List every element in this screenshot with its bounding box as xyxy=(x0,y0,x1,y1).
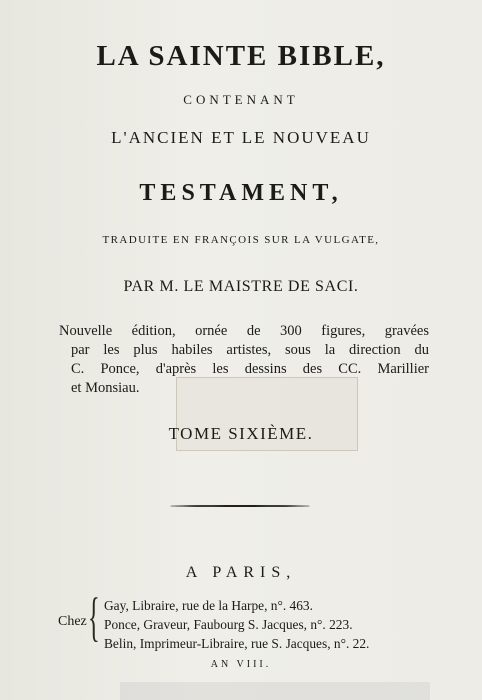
author-line: PAR M. LE MAISTRE DE SACI. xyxy=(123,278,359,295)
publisher-line-gay: Gay, Libraire, rue de la Harpe, n°. 463. xyxy=(104,598,313,613)
decorative-rule xyxy=(170,505,310,507)
publisher-line-belin: Belin, Imprimeur-Libraire, rue S. Jacques, n°. 22. xyxy=(104,636,370,651)
brace-icon: { xyxy=(88,587,100,647)
date-line: AN VIII. xyxy=(210,659,272,670)
place-line: A PARIS, xyxy=(185,564,297,581)
publisher-list xyxy=(104,596,369,653)
description-line-4: et Monsiau. xyxy=(71,380,140,396)
volume-line: TOME SIXIÈME. xyxy=(168,424,314,443)
description-line-2: par les plus habiles artistes, sous la direction du xyxy=(71,342,429,358)
translation-line: TRADUITE EN FRANÇOIS SUR LA VULGATE, xyxy=(102,234,380,246)
edition-description xyxy=(59,322,429,398)
description-line-3: C. Ponce, d'après les dessins des CC. Marillier xyxy=(71,361,429,377)
publisher-line-ponce: Ponce, Graveur, Faubourg S. Jacques, n°. 223. xyxy=(104,617,353,632)
faded-bottom-stamp xyxy=(120,682,430,700)
contenant-line: CONTENANT xyxy=(183,92,299,107)
ancien-nouveau-line: L'ANCIEN ET LE NOUVEAU xyxy=(111,128,371,147)
chez-label: Chez xyxy=(58,614,87,629)
description-line-1: Nouvelle édition, ornée de 300 figures, gravées xyxy=(59,323,429,339)
testament-line: TESTAMENT, xyxy=(139,180,343,206)
book-title: LA SAINTE BIBLE, xyxy=(96,40,386,72)
